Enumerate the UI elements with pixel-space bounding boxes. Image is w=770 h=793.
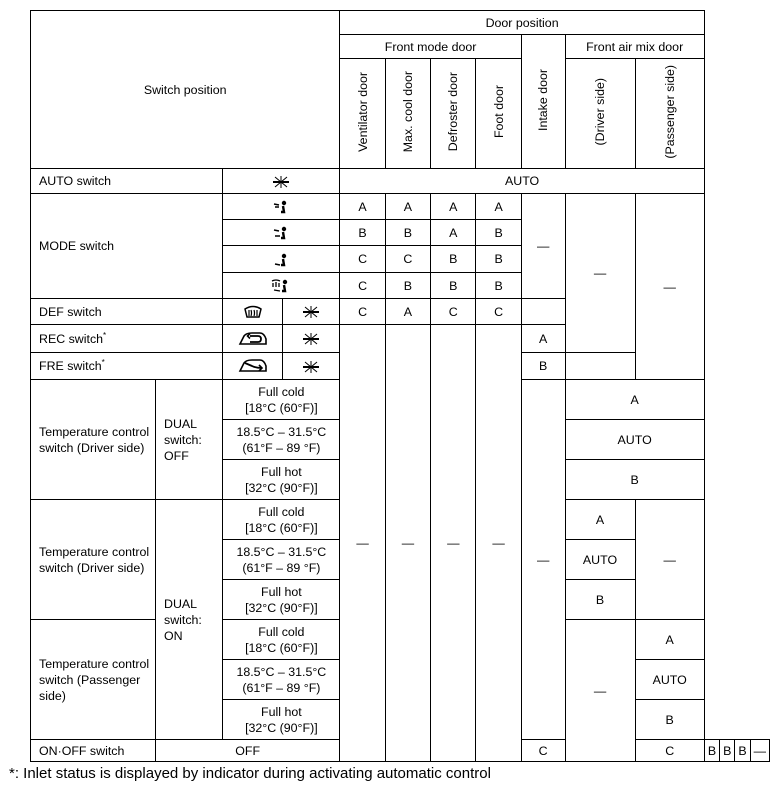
mode-foot-foot: B: [476, 246, 521, 273]
def-ventilator: C: [340, 299, 385, 325]
mode-icon-cell: [223, 220, 340, 246]
temp-setting: 18.5°C – 31.5°C (61°F – 89 °F): [223, 540, 340, 580]
temp-driver-on-auto-value: AUTO: [565, 540, 635, 580]
temp-driver-on-passenger-dash: —: [635, 500, 704, 620]
max-cool-door-header: Max. cool door: [385, 59, 430, 169]
defroster-door-header: Defroster door: [431, 59, 476, 169]
def-icon-cell: [223, 299, 282, 325]
fre-fan-cell: [282, 353, 340, 380]
passenger-side-header: (Passenger side): [635, 59, 704, 169]
def-intake-empty: [521, 299, 565, 325]
temp-passenger-on-label: Temperature control switch (Passenger side): [31, 620, 156, 740]
on-off-ventilator: C: [521, 740, 565, 762]
temp-setting: Full hot [32°C (90°F)]: [223, 460, 340, 500]
foot-mode-icon: [272, 253, 290, 267]
dual-on-label: DUAL switch: ON: [156, 500, 223, 740]
def-defroster: C: [431, 299, 476, 325]
mode-vent-foot: A: [476, 194, 521, 220]
rec-icon-cell: [223, 325, 282, 353]
mode-icon-cell: [223, 273, 340, 299]
mode-footdef-foot: B: [476, 273, 521, 299]
mode-bilevel-ventilator: B: [340, 220, 385, 246]
mode-vent-maxcool: A: [385, 194, 430, 220]
mode-footdef-maxcool: B: [385, 273, 430, 299]
mode-icon-cell: [223, 246, 340, 273]
fre-intake-value: B: [521, 353, 565, 380]
rec-intake-value: A: [521, 325, 565, 353]
defroster-icon: [243, 305, 263, 319]
temp-setting: Full cold [18°C (60°F)]: [223, 500, 340, 540]
mode-icon-cell: [223, 194, 340, 220]
temp-driver-on-fullhot-value: B: [565, 580, 635, 620]
ventilator-door-header: Ventilator door: [340, 59, 385, 169]
recirculation-icon: [238, 331, 268, 347]
mode-bilevel-maxcool: B: [385, 220, 430, 246]
fan-icon: [301, 360, 321, 374]
front-mode-door-header: Front mode door: [340, 35, 521, 59]
on-off-position: OFF: [156, 740, 340, 762]
mode-vent-defroster: A: [431, 194, 476, 220]
fan-icon: [301, 305, 321, 319]
front-ventilator-dash: —: [340, 325, 385, 762]
temp-passenger-on-driver-dash: —: [565, 620, 635, 762]
temp-driver-off-auto-value: AUTO: [565, 420, 704, 460]
on-off-defroster: B: [704, 740, 719, 762]
def-switch-label: DEF switch: [31, 299, 223, 325]
mode-foot-defroster: B: [431, 246, 476, 273]
temp-driver-off-fullcold-value: A: [565, 380, 704, 420]
mode-foot-maxcool: C: [385, 246, 430, 273]
upper-passenger-dash: —: [635, 194, 704, 380]
def-fan-cell: [282, 299, 340, 325]
bi-level-mode-icon: [272, 226, 290, 240]
footnote: *: Inlet status is displayed by indicator during activating automatic control: [9, 765, 491, 782]
temp-setting: 18.5°C – 31.5°C (61°F – 89 °F): [223, 660, 340, 700]
fre-icon-cell: [223, 353, 282, 380]
foot-defrost-mode-icon: [271, 279, 291, 293]
switch-position-header: Switch position: [31, 11, 340, 169]
temp-setting: Full hot [32°C (90°F)]: [223, 580, 340, 620]
driver-side-header: (Driver side): [565, 59, 635, 169]
auto-switch-value: AUTO: [340, 169, 704, 194]
fresh-air-icon: [238, 358, 268, 374]
temp-setting: Full hot [32°C (90°F)]: [223, 700, 340, 740]
on-off-passenger: —: [750, 740, 769, 762]
on-off-foot: B: [720, 740, 735, 762]
def-maxcool: A: [385, 299, 430, 325]
temp-driver-on-fullcold-value: A: [565, 500, 635, 540]
fre-switch-label: FRE switch*: [31, 353, 223, 380]
on-off-maxcool: C: [635, 740, 704, 762]
mode-bilevel-defroster: A: [431, 220, 476, 246]
auto-switch-label: AUTO switch: [31, 169, 223, 194]
front-maxcool-dash: —: [385, 325, 430, 762]
mode-bilevel-foot: B: [476, 220, 521, 246]
auto-switch-icon-cell: [223, 169, 340, 194]
temp-driver-on-label: Temperature control switch (Driver side): [31, 500, 156, 620]
temp-driver-off-label: Temperature control switch (Driver side): [31, 380, 156, 500]
dual-off-label: DUAL switch: OFF: [156, 380, 223, 500]
temp-passenger-on-fullhot-value: B: [635, 700, 704, 740]
mode-switch-label: MODE switch: [31, 194, 223, 299]
mode-vent-ventilator: A: [340, 194, 385, 220]
front-air-mix-door-header: Front air mix door: [565, 35, 704, 59]
temp-driver-off-fullhot-value: B: [565, 460, 704, 500]
foot-door-header: Foot door: [476, 59, 521, 169]
rec-fan-cell: [282, 325, 340, 353]
upper-driver-dash: —: [565, 194, 635, 353]
on-off-switch-label: ON·OFF switch: [31, 740, 156, 762]
intake-door-header: Intake door: [521, 35, 565, 169]
temp-setting: Full cold [18°C (60°F)]: [223, 380, 340, 420]
door-position-table: [30, 10, 770, 762]
mode-foot-ventilator: C: [340, 246, 385, 273]
fan-icon: [301, 332, 321, 346]
rec-switch-label: REC switch*: [31, 325, 223, 353]
temp-setting: 18.5°C – 31.5°C (61°F – 89 °F): [223, 420, 340, 460]
fan-icon: [271, 175, 291, 189]
on-off-intake: B: [735, 740, 750, 762]
mode-footdef-ventilator: C: [340, 273, 385, 299]
temp-passenger-on-auto-value: AUTO: [635, 660, 704, 700]
temp-passenger-on-fullcold-value: A: [635, 620, 704, 660]
front-defroster-dash: —: [431, 325, 476, 762]
vent-mode-icon: [272, 200, 290, 214]
door-position-header: Door position: [340, 11, 704, 35]
front-foot-dash: —: [476, 325, 521, 762]
temp-setting: Full cold [18°C (60°F)]: [223, 620, 340, 660]
temp-intake-dash: —: [521, 380, 565, 740]
mode-intake-dash: —: [521, 194, 565, 299]
mode-footdef-defroster: B: [431, 273, 476, 299]
def-foot: C: [476, 299, 521, 325]
